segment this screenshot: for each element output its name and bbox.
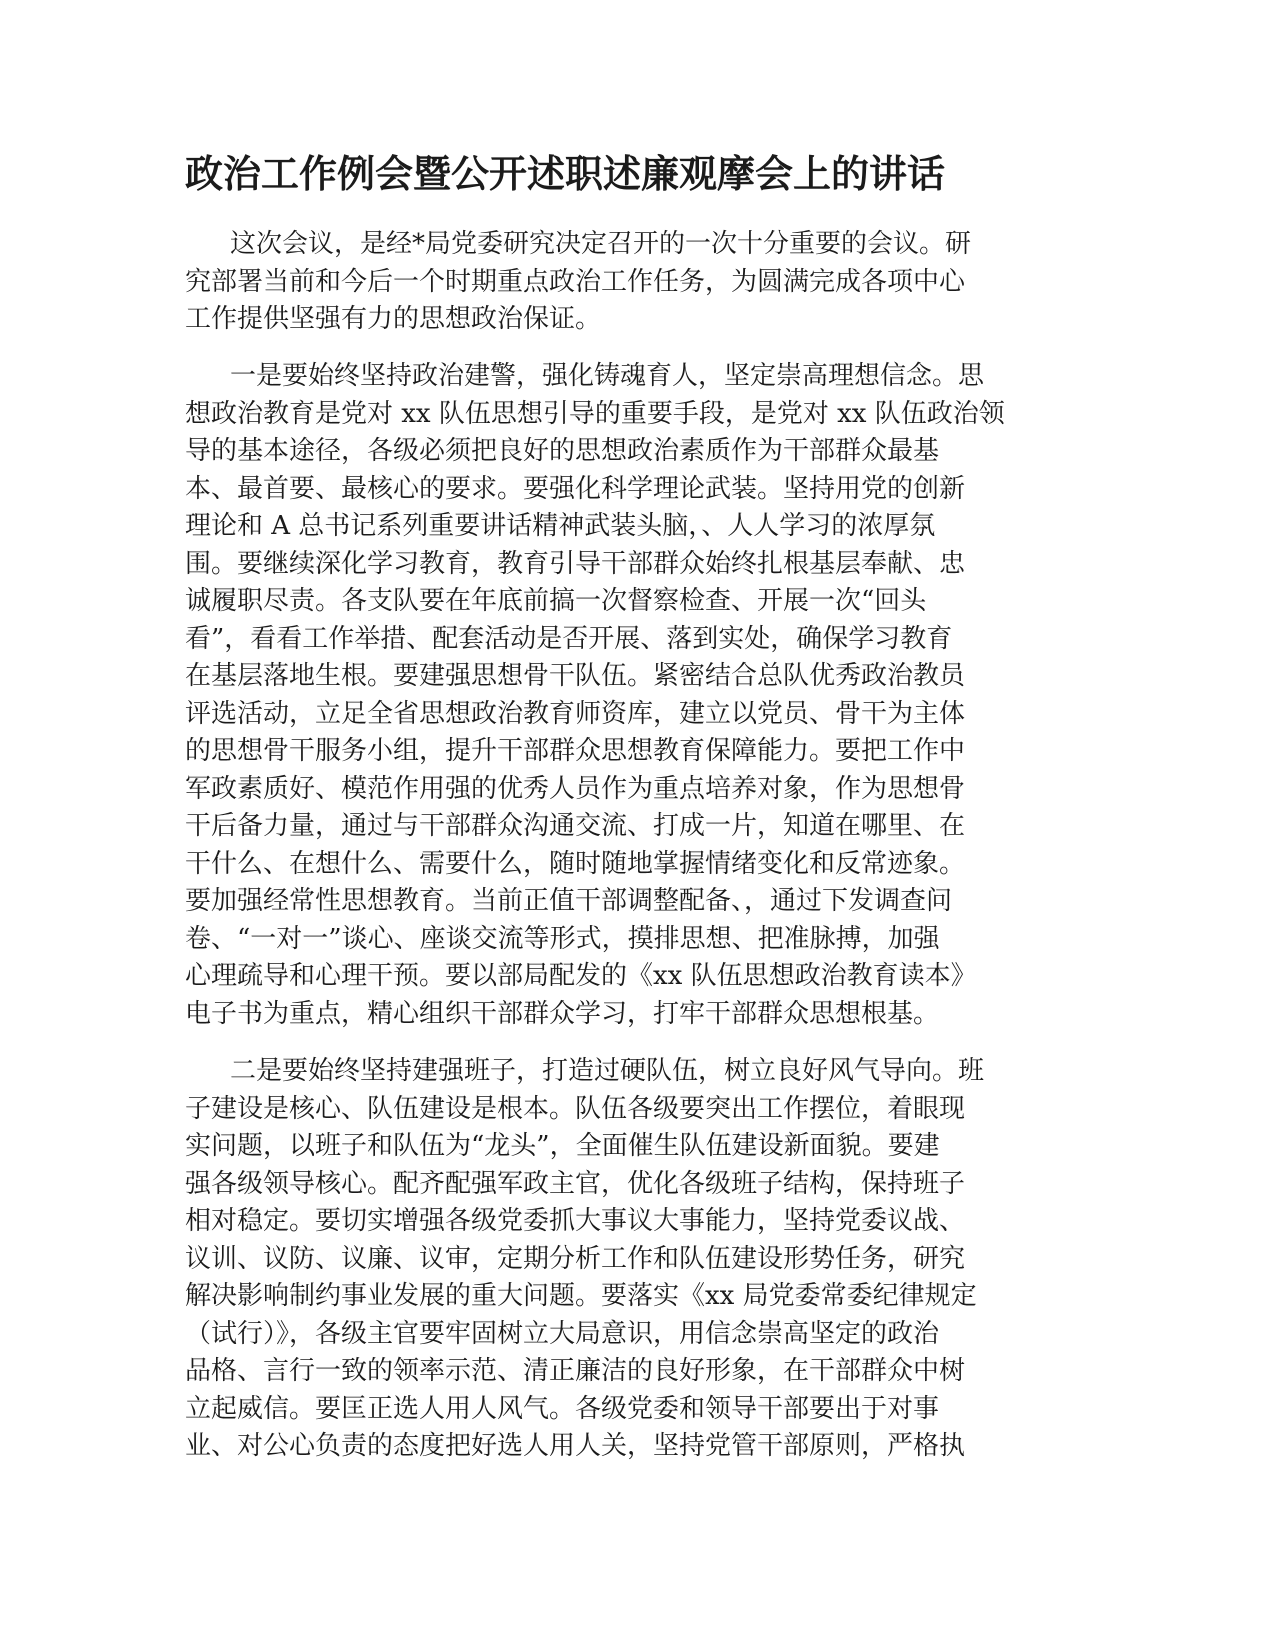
paragraph-line: 电子书为重点，精心组织干部群众学习，打牢干部群众思想根基。	[185, 998, 940, 1029]
paragraph-line: 评选活动，立足全省思想政治教育师资库，建立以党员、骨干为主体	[185, 698, 966, 729]
paragraph-line: （试行）》，各级主官要牢固树立大局意识，用信念崇高坚定的政治	[185, 1318, 940, 1349]
paragraph-point-two	[185, 1053, 1070, 1466]
paragraph-line: 子建设是核心、队伍建设是根本。队伍各级要突出工作摆位，着眼现	[185, 1093, 966, 1124]
paragraph-line: 品格、言行一致的领率示范、清正廉洁的良好形象，在干部群众中树	[185, 1356, 966, 1386]
paragraph-line: 在基层落地生根。要建强思想骨干队伍。紧密结合总队优秀政治教员	[185, 661, 966, 691]
paragraph-line: 想政治教育是党对 xx 队伍思想引导的重要手段，是党对 xx 队伍政治领	[185, 398, 1005, 429]
paragraph-line: 议训、议防、议廉、议审，定期分析工作和队伍建设形势任务，研究	[185, 1243, 966, 1274]
paragraph-intro	[185, 226, 1070, 339]
paragraph-line: 本、最首要、最核心的要求。要强化科学理论武装。坚持用党的创新	[185, 473, 966, 504]
paragraph-line: 立起威信。要匡正选人用人风气。各级党委和领导干部要出于对事	[185, 1393, 940, 1424]
paragraph-line: 一是要始终坚持政治建警，强化铸魂育人，坚定崇高理想信念。思	[230, 361, 985, 391]
paragraph-line: 干后备力量，通过与干部群众沟通交流、打成一片，知道在哪里、在	[185, 811, 966, 841]
paragraph-line: 看”，看看工作举措、配套活动是否开展、落到实处，确保学习教育	[185, 623, 953, 654]
paragraph-line: 要加强经常性思想教育。当前正值干部调整配备、，通过下发调查问	[185, 886, 953, 916]
paragraph-line: 究部署当前和今后一个时期重点政治工作任务，为圆满完成各项中心	[185, 266, 966, 297]
paragraph-line: 这次会议，是经*局党委研究决定召开的一次十分重要的会议。研	[230, 229, 972, 259]
paragraph-line: 实问题，以班子和队伍为“龙头”，全面催生队伍建设新面貌。要建	[185, 1131, 940, 1161]
paragraph-line: 理论和 A 总书记系列重要讲话精神武装头脑，、人人学习的浓厚氛	[185, 511, 936, 541]
paragraph-line: 相对稳定。要切实增强各级党委抓大事议大事能力，坚持党委议战、	[185, 1206, 966, 1236]
paragraph-line: 导的基本途径，各级必须把良好的思想政治素质作为干部群众最基	[185, 436, 940, 466]
paragraph-line: 诚履职尽责。各支队要在年底前搞一次督察检查、开展一次“回头	[185, 586, 927, 616]
paragraph-line: 卷、“一对一”谈心、座谈交流等形式，摸排思想、把准脉搏，加强	[185, 923, 940, 954]
paragraph-point-one	[185, 358, 1070, 1033]
paragraph-line: 工作提供坚强有力的思想政治保证。	[185, 304, 602, 334]
paragraph-line: 围。要继续深化学习教育，教育引导干部群众始终扎根基层奉献、忠	[185, 548, 966, 579]
paragraph-line: 二是要始终坚持建强班子，打造过硬队伍，树立良好风气导向。班	[230, 1056, 985, 1086]
paragraph-line: 干什么、在想什么、需要什么，随时随地掌握情绪变化和反常迹象。	[185, 848, 966, 879]
paragraph-line: 解决影响制约事业发展的重大问题。要落实《xx 局党委常委纪律规定	[185, 1281, 977, 1311]
paragraph-line: 的思想骨干服务小组，提升干部群众思想教育保障能力。要把工作中	[185, 736, 966, 766]
paragraph-line: 军政素质好、模范作用强的优秀人员作为重点培养对象，作为思想骨	[185, 773, 966, 804]
document-title: 政治工作例会暨公开述职述廉观摩会上的讲话	[185, 152, 946, 196]
paragraph-line: 业、对公心负责的态度把好选人用人关，坚持党管干部原则，严格执	[185, 1431, 966, 1461]
paragraph-line: 心理疏导和心理干预。要以部局配发的《xx 队伍思想政治教育读本》	[185, 961, 977, 991]
paragraph-line: 强各级领导核心。配齐配强军政主官，优化各级班子结构，保持班子	[185, 1168, 966, 1199]
